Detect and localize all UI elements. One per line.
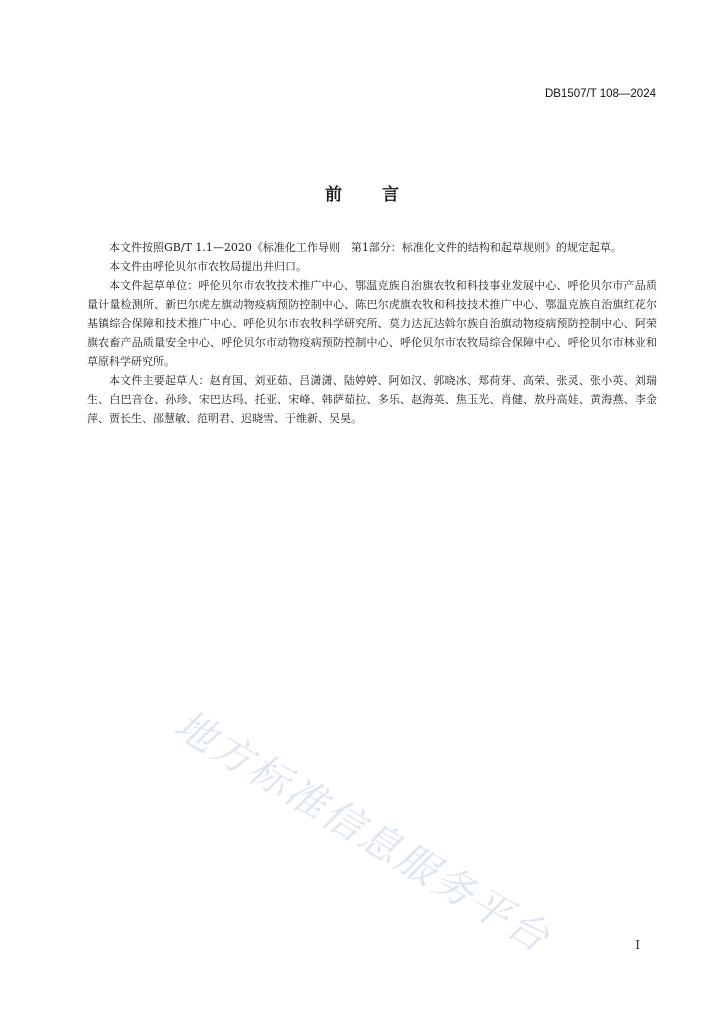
title-char-1: 前	[325, 185, 342, 205]
title-char-2: 言	[382, 185, 399, 205]
paragraph-drafters: 本文件主要起草人：赵育国、刘亚茹、吕潇潇、陆婷婷、阿如汉、郭晓冰、郑荷芽、高荣、张灵、张小英、刘瑞生、白巴音仓、孙珍、宋巴达玛、托亚、宋峰、韩萨茹拉、多乐、赵海英、焦玉光、肖健、敖丹高娃、黄海燕、李金萍、贾长生、邵慧敏、范明君、迟晓雪、于维新、吴昊。	[87, 374, 657, 425]
paragraph-drafting-rules: 本文件按照GB/T 1.1—2020《标准化工作导则 第1部分：标准化文件的结构和起草规则》的规定起草。	[109, 241, 622, 254]
watermark-text: 地方标准信息服务平台	[166, 701, 559, 963]
foreword-body	[87, 238, 657, 428]
page-title	[0, 180, 724, 205]
document-code: DB1507/T 108—2024	[544, 88, 656, 100]
page-number: I	[635, 938, 640, 952]
paragraph-drafting-units: 本文件起草单位：呼伦贝尔市农牧技术推广中心、鄂温克族自治旗农牧和科技事业发展中心、呼伦贝尔市产品质量计量检测所、新巴尔虎左旗动物疫病预防控制中心、陈巴尔虎旗农牧和科技技术推广中心、鄂温克族自治旗红花尔基镇综合保障和技术推广中心、呼伦贝尔市农牧科学研究所、莫力达瓦达斡尔族自治旗动物疫病预防控制中心、阿荣旗农畜产品质量安全中心、呼伦贝尔市动物疫病预防控制中心、呼伦贝尔市农牧局综合保障中心、呼伦贝尔市林业和草原科学研究所。	[87, 279, 657, 368]
paragraph-proposer: 本文件由呼伦贝尔市农牧局提出并归口。	[109, 260, 307, 273]
